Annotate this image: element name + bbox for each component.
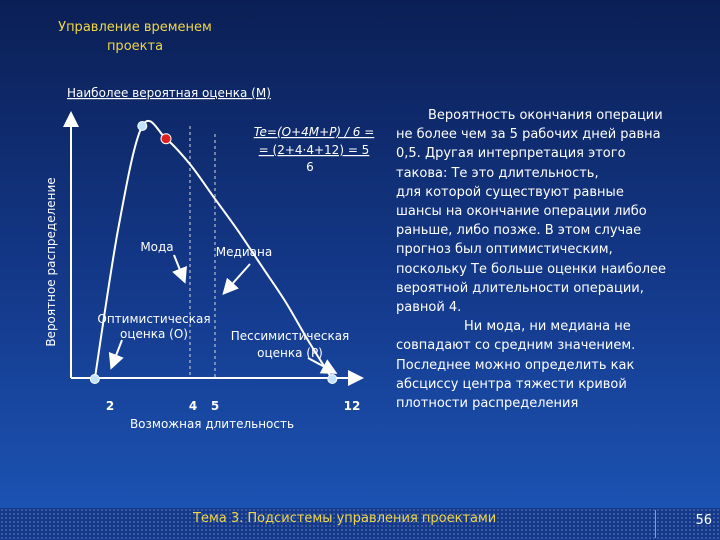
optimistic-arrow — [112, 340, 122, 366]
mode-label: Мода — [140, 240, 174, 254]
formula-line1: Te=(O+4M+P) / 6 = — [253, 125, 375, 139]
slide-title-line1: Управление временем — [58, 20, 212, 35]
footer-title: Тема 3. Подсистемы управления проектами — [193, 511, 497, 526]
page-number: 56 — [695, 513, 712, 528]
text-line: абсциссу центра тяжести кривой — [396, 376, 627, 392]
optimistic-label-line2: оценка (O) — [120, 327, 188, 341]
text-line: вероятной длительности операции, — [396, 280, 644, 296]
x-tick-label: 4 — [188, 399, 198, 413]
explanation-paragraph-2 — [396, 317, 696, 413]
point-expected — [161, 134, 171, 144]
slide-title-line2: проекта — [106, 39, 164, 54]
explanation-text — [396, 106, 696, 413]
text-line: Последнее можно определить как — [396, 357, 635, 373]
formula-line2: = (2+4·4+12) = 5 — [258, 143, 370, 157]
text-line: плотности распределения — [396, 396, 579, 412]
formula-line3: 6 — [306, 160, 314, 174]
mode-arrow — [174, 255, 184, 280]
text-line: не более чем за 5 рабочих дней равна — [396, 127, 661, 143]
point-mode — [138, 122, 147, 131]
x-axis-label: Возможная длительность — [129, 417, 295, 431]
x-tick-label: 5 — [210, 399, 220, 413]
point-optimistic — [90, 375, 99, 384]
pessimistic-label-line1: Пессимистическая — [230, 329, 350, 343]
y-axis-label: Вероятное распределение — [44, 177, 58, 347]
point-pessimistic — [328, 375, 337, 384]
x-tick-label: 12 — [343, 399, 361, 413]
text-line: раньше, либо позже. В этом случае — [396, 223, 642, 239]
median-arrow — [225, 264, 250, 292]
text-line: Вероятность окончания операции — [428, 108, 663, 123]
chart-title: Наиболее вероятная оценка (M) — [67, 86, 271, 100]
text-line: прогноз был оптимистическим, — [396, 242, 613, 258]
text-line: для которой существуют равные — [396, 184, 624, 200]
text-line: совпадают со средним значением. — [396, 338, 636, 354]
text-line: 0,5. Другая интерпретация этого — [396, 146, 626, 162]
explanation-paragraph-1 — [396, 106, 696, 317]
text-line: Ни мода, ни медиана не — [464, 319, 631, 335]
text-line: шансы на окончание операции либо — [396, 204, 647, 220]
footer-divider — [655, 510, 656, 538]
x-tick-label: 2 — [105, 399, 115, 413]
text-line: поскольку Те больше оценки наиболее — [396, 261, 667, 277]
text-line: такова: Те это длительность, — [396, 165, 599, 181]
median-label: Медиана — [215, 245, 273, 259]
text-line: равной 4. — [396, 300, 462, 316]
pessimistic-label-line2: оценка (P) — [257, 346, 323, 360]
optimistic-label-line1: Оптимистическая — [97, 312, 211, 326]
